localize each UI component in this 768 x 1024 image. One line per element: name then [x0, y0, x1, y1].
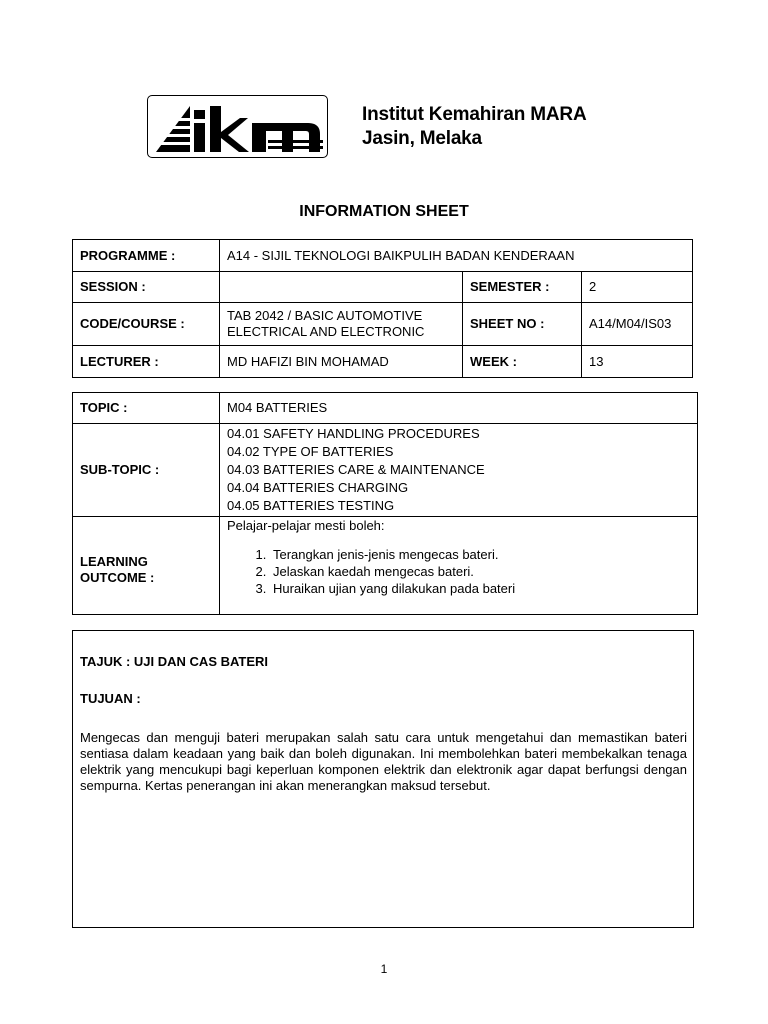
info-table: [72, 239, 693, 378]
code-value: [220, 303, 463, 346]
programme-value: A14 - SIJIL TEKNOLOGI BAIKPULIH BADAN KENDERAAN: [220, 240, 693, 272]
outcome-content: [220, 517, 698, 615]
lecturer-value: MD HAFIZI BIN MOHAMAD: [220, 346, 463, 378]
semester-label: SEMESTER :: [463, 272, 582, 303]
session-row: [73, 272, 693, 303]
sheet-value: A14/M04/IS03: [582, 303, 693, 346]
topic-row: [73, 393, 698, 424]
subtopic-item: 04.01 SAFETY HANDLING PROCEDURES: [227, 426, 480, 441]
outcome-label-line1: LEARNING: [80, 553, 148, 569]
subtopic-item: 04.04 BATTERIES CHARGING: [227, 480, 409, 495]
outcome-item: 1. Terangkan jenis-jenis mengecas bateri.: [270, 546, 690, 563]
document-title: INFORMATION SHEET: [299, 203, 469, 220]
session-value: [220, 272, 463, 303]
outcome-item: 2. Jelaskan kaedah mengecas bateri.: [270, 563, 690, 580]
institute-name-line1: Institut Kemahiran MARA: [362, 104, 587, 125]
outcome-row: [73, 517, 698, 615]
ikm-logo: [147, 95, 328, 158]
subtopic-item: 04.03 BATTERIES CARE & MAINTENANCE: [227, 462, 485, 477]
outcome-item: 3. Huraikan ujian yang dilakukan pada bateri: [270, 580, 690, 597]
ikm-logo-graphic: [148, 96, 329, 159]
institute-name-line2: Jasin, Melaka: [362, 128, 482, 149]
semester-value: 2: [582, 272, 693, 303]
content-box: [72, 630, 694, 928]
lecturer-row: [73, 346, 693, 378]
sheet-label: SHEET NO :: [463, 303, 582, 346]
lecturer-label: LECTURER :: [73, 346, 220, 378]
code-value-line2: ELECTRICAL AND ELECTRONIC: [227, 324, 425, 339]
code-value-line1: TAB 2042 / BASIC AUTOMOTIVE: [227, 308, 423, 323]
outcome-label-line2: OUTCOME :: [80, 569, 155, 585]
topic-label: TOPIC :: [73, 393, 220, 424]
page-number: 1: [380, 962, 388, 976]
outcome-label: [73, 517, 220, 615]
code-label: CODE/COURSE :: [73, 303, 220, 346]
subtopic-label: SUB-TOPIC :: [73, 424, 220, 517]
programme-row: [73, 240, 693, 272]
subtopic-item: 04.05 BATTERIES TESTING: [227, 498, 395, 513]
subtopic-list: [220, 424, 698, 517]
code-row: [73, 303, 693, 346]
tujuan-heading: TUJUAN :: [80, 691, 141, 706]
week-label: WEEK :: [463, 346, 582, 378]
content-paragraph: Mengecas dan menguji bateri merupakan salah satu cara untuk mengetahui dan memastikan bateri sentiasa dalam keadaan yang baik dan boleh digunakan. Ini membolehkan bateri membekalkan tenaga elektrik yang mencukupi bagi keperluan komponen elektrik dan elektronik agar dapat berfungsi dengan sempurna. Kertas penerangan ini akan menerangkan maksud tersebut.: [80, 730, 687, 793]
subtopic-row: [73, 424, 698, 517]
institute-name: [362, 103, 586, 151]
outcome-list: [227, 546, 690, 597]
topic-value: M04 BATTERIES: [220, 393, 698, 424]
week-value: 13: [582, 346, 693, 378]
session-label: SESSION :: [73, 272, 220, 303]
topic-table: [72, 392, 698, 615]
outcome-intro: Pelajar-pelajar mesti boleh:: [227, 518, 385, 533]
subtopic-item: 04.02 TYPE OF BATTERIES: [227, 444, 394, 459]
tajuk-heading: TAJUK : UJI DAN CAS BATERI: [80, 654, 269, 669]
programme-label: PROGRAMME :: [73, 240, 220, 272]
